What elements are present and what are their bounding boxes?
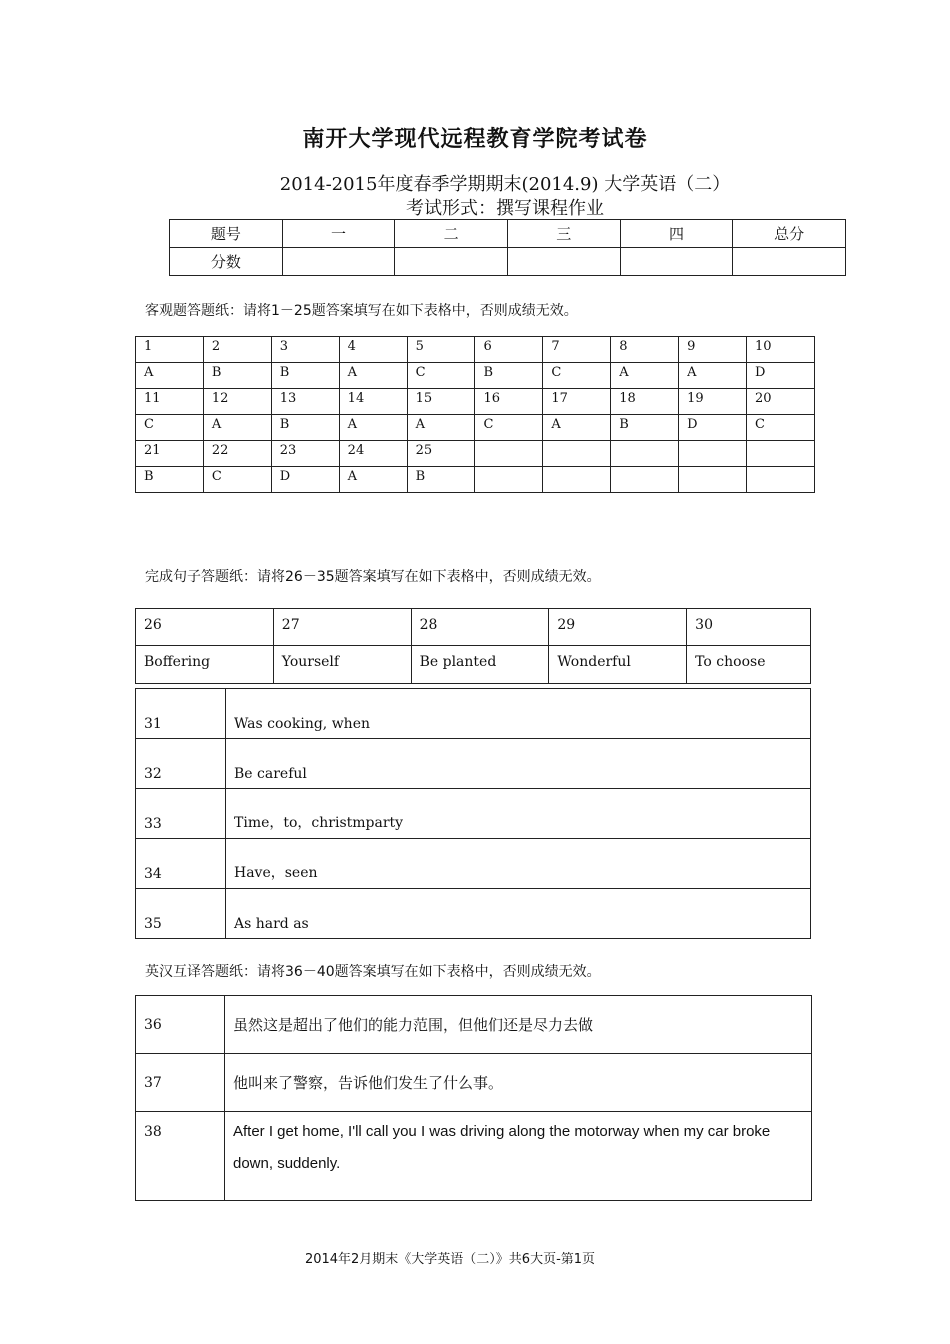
translation-instruction: 英汉互译答题纸：请将36－40题答案填写在如下表格中，否则成绩无效。 bbox=[145, 964, 601, 980]
question-number: 29 bbox=[549, 609, 687, 646]
translation-answer-table bbox=[135, 995, 812, 1201]
table-row bbox=[136, 389, 815, 415]
question-number: 35 bbox=[136, 889, 226, 939]
answer-cell: C bbox=[407, 363, 475, 389]
score-value-cell bbox=[282, 248, 395, 276]
question-number: 15 bbox=[407, 389, 475, 415]
answer-cell: C bbox=[136, 415, 204, 441]
question-number: 24 bbox=[339, 441, 407, 467]
answer-cell: A bbox=[543, 415, 611, 441]
score-value-cell bbox=[507, 248, 620, 276]
exam-subtitle: 2014-2015年度春季学期期末(2014.9) 大学英语（二） bbox=[279, 174, 731, 195]
answer-cell: 他叫来了警察，告诉他们发生了什么事。 bbox=[225, 1054, 812, 1112]
score-header-cell: 题号 bbox=[170, 220, 283, 248]
question-number: 36 bbox=[136, 996, 225, 1054]
question-number: 1 bbox=[136, 337, 204, 363]
sentences-answer-table bbox=[135, 608, 811, 684]
answer-cell: Have，seen bbox=[226, 839, 811, 889]
answer-cell: Be planted bbox=[411, 646, 549, 684]
answer-cell: Time，to，christmparty bbox=[226, 789, 811, 839]
question-number: 3 bbox=[271, 337, 339, 363]
question-number: 25 bbox=[407, 441, 475, 467]
question-number: 20 bbox=[747, 389, 815, 415]
question-number: 7 bbox=[543, 337, 611, 363]
answer-cell: To choose bbox=[687, 646, 811, 684]
question-number: 18 bbox=[611, 389, 679, 415]
table-row bbox=[136, 415, 815, 441]
table-row bbox=[136, 441, 815, 467]
sentences-answer-row bbox=[136, 646, 811, 684]
table-row bbox=[136, 689, 811, 739]
answer-cell: B bbox=[271, 415, 339, 441]
answer-cell bbox=[747, 467, 815, 493]
question-number: 23 bbox=[271, 441, 339, 467]
answer-cell: As hard as bbox=[226, 889, 811, 939]
answer-cell: C bbox=[475, 415, 543, 441]
question-number bbox=[747, 441, 815, 467]
answer-cell: A bbox=[679, 363, 747, 389]
question-number: 21 bbox=[136, 441, 204, 467]
score-value-cell bbox=[395, 248, 508, 276]
question-number: 37 bbox=[136, 1054, 225, 1112]
question-number: 22 bbox=[203, 441, 271, 467]
answer-cell: D bbox=[679, 415, 747, 441]
answer-cell: A bbox=[136, 363, 204, 389]
answer-cell: 虽然这是超出了他们的能力范围，但他们还是尽力去做 bbox=[225, 996, 812, 1054]
answer-cell: B bbox=[271, 363, 339, 389]
score-table-value-row bbox=[170, 248, 846, 276]
question-number: 26 bbox=[136, 609, 274, 646]
score-table bbox=[169, 219, 846, 276]
score-table-header-row bbox=[170, 220, 846, 248]
question-number: 31 bbox=[136, 689, 226, 739]
table-row bbox=[136, 839, 811, 889]
question-number bbox=[475, 441, 543, 467]
question-number: 34 bbox=[136, 839, 226, 889]
exam-form: 考试形式：撰写课程作业 bbox=[406, 198, 604, 219]
question-number: 14 bbox=[339, 389, 407, 415]
answer-cell: B bbox=[203, 363, 271, 389]
answer-cell: A bbox=[339, 415, 407, 441]
answer-cell: C bbox=[747, 415, 815, 441]
page-footer: 2014年2月期末《大学英语（二）》共6大页-第1页 bbox=[304, 1252, 596, 1267]
score-value-cell: 分数 bbox=[170, 248, 283, 276]
question-number bbox=[611, 441, 679, 467]
question-number: 11 bbox=[136, 389, 204, 415]
table-row bbox=[136, 1112, 812, 1201]
table-row bbox=[136, 996, 812, 1054]
answer-cell bbox=[543, 467, 611, 493]
table-row bbox=[136, 1054, 812, 1112]
page-title: 南开大学现代远程教育学院考试卷 bbox=[302, 127, 648, 152]
question-number: 2 bbox=[203, 337, 271, 363]
objective-instruction: 客观题答题纸：请将1－25题答案填写在如下表格中，否则成绩无效。 bbox=[145, 303, 578, 319]
table-row bbox=[136, 889, 811, 939]
objective-answer-table bbox=[135, 336, 815, 493]
answer-cell: Was cooking, when bbox=[226, 689, 811, 739]
question-number bbox=[679, 441, 747, 467]
sentences-long-table bbox=[135, 688, 811, 939]
answer-cell: Wonderful bbox=[549, 646, 687, 684]
question-number: 32 bbox=[136, 739, 226, 789]
question-number: 30 bbox=[687, 609, 811, 646]
question-number: 12 bbox=[203, 389, 271, 415]
answer-cell: After I get home, I'll call you I was driving along the motorway when my car broke down, suddenly. bbox=[225, 1112, 812, 1201]
table-row bbox=[136, 739, 811, 789]
sentences-number-row bbox=[136, 609, 811, 646]
answer-cell bbox=[611, 467, 679, 493]
sentences-instruction: 完成句子答题纸：请将26－35题答案填写在如下表格中，否则成绩无效。 bbox=[145, 569, 601, 585]
score-header-cell: 总分 bbox=[733, 220, 846, 248]
table-row bbox=[136, 337, 815, 363]
answer-cell: C bbox=[543, 363, 611, 389]
answer-cell: Boffering bbox=[136, 646, 274, 684]
score-value-cell bbox=[733, 248, 846, 276]
question-number: 38 bbox=[136, 1112, 225, 1201]
question-number: 13 bbox=[271, 389, 339, 415]
question-number: 19 bbox=[679, 389, 747, 415]
answer-cell: Yourself bbox=[273, 646, 411, 684]
question-number: 4 bbox=[339, 337, 407, 363]
answer-cell: Be careful bbox=[226, 739, 811, 789]
question-number: 16 bbox=[475, 389, 543, 415]
question-number: 27 bbox=[273, 609, 411, 646]
table-row bbox=[136, 789, 811, 839]
answer-cell bbox=[475, 467, 543, 493]
question-number: 6 bbox=[475, 337, 543, 363]
score-header-cell: 四 bbox=[620, 220, 733, 248]
answer-cell: B bbox=[611, 415, 679, 441]
answer-cell: B bbox=[475, 363, 543, 389]
answer-cell bbox=[679, 467, 747, 493]
score-header-cell: 一 bbox=[282, 220, 395, 248]
question-number: 28 bbox=[411, 609, 549, 646]
score-header-cell: 二 bbox=[395, 220, 508, 248]
question-number: 33 bbox=[136, 789, 226, 839]
answer-cell: C bbox=[203, 467, 271, 493]
answer-cell: B bbox=[136, 467, 204, 493]
table-row bbox=[136, 467, 815, 493]
question-number: 17 bbox=[543, 389, 611, 415]
question-number: 8 bbox=[611, 337, 679, 363]
answer-cell: A bbox=[203, 415, 271, 441]
question-number: 5 bbox=[407, 337, 475, 363]
answer-cell: A bbox=[339, 363, 407, 389]
answer-cell: B bbox=[407, 467, 475, 493]
question-number: 9 bbox=[679, 337, 747, 363]
table-row bbox=[136, 363, 815, 389]
answer-cell: A bbox=[339, 467, 407, 493]
answer-cell: A bbox=[407, 415, 475, 441]
answer-cell: A bbox=[611, 363, 679, 389]
question-number: 10 bbox=[747, 337, 815, 363]
answer-cell: D bbox=[271, 467, 339, 493]
score-header-cell: 三 bbox=[507, 220, 620, 248]
answer-cell: D bbox=[747, 363, 815, 389]
score-value-cell bbox=[620, 248, 733, 276]
question-number bbox=[543, 441, 611, 467]
